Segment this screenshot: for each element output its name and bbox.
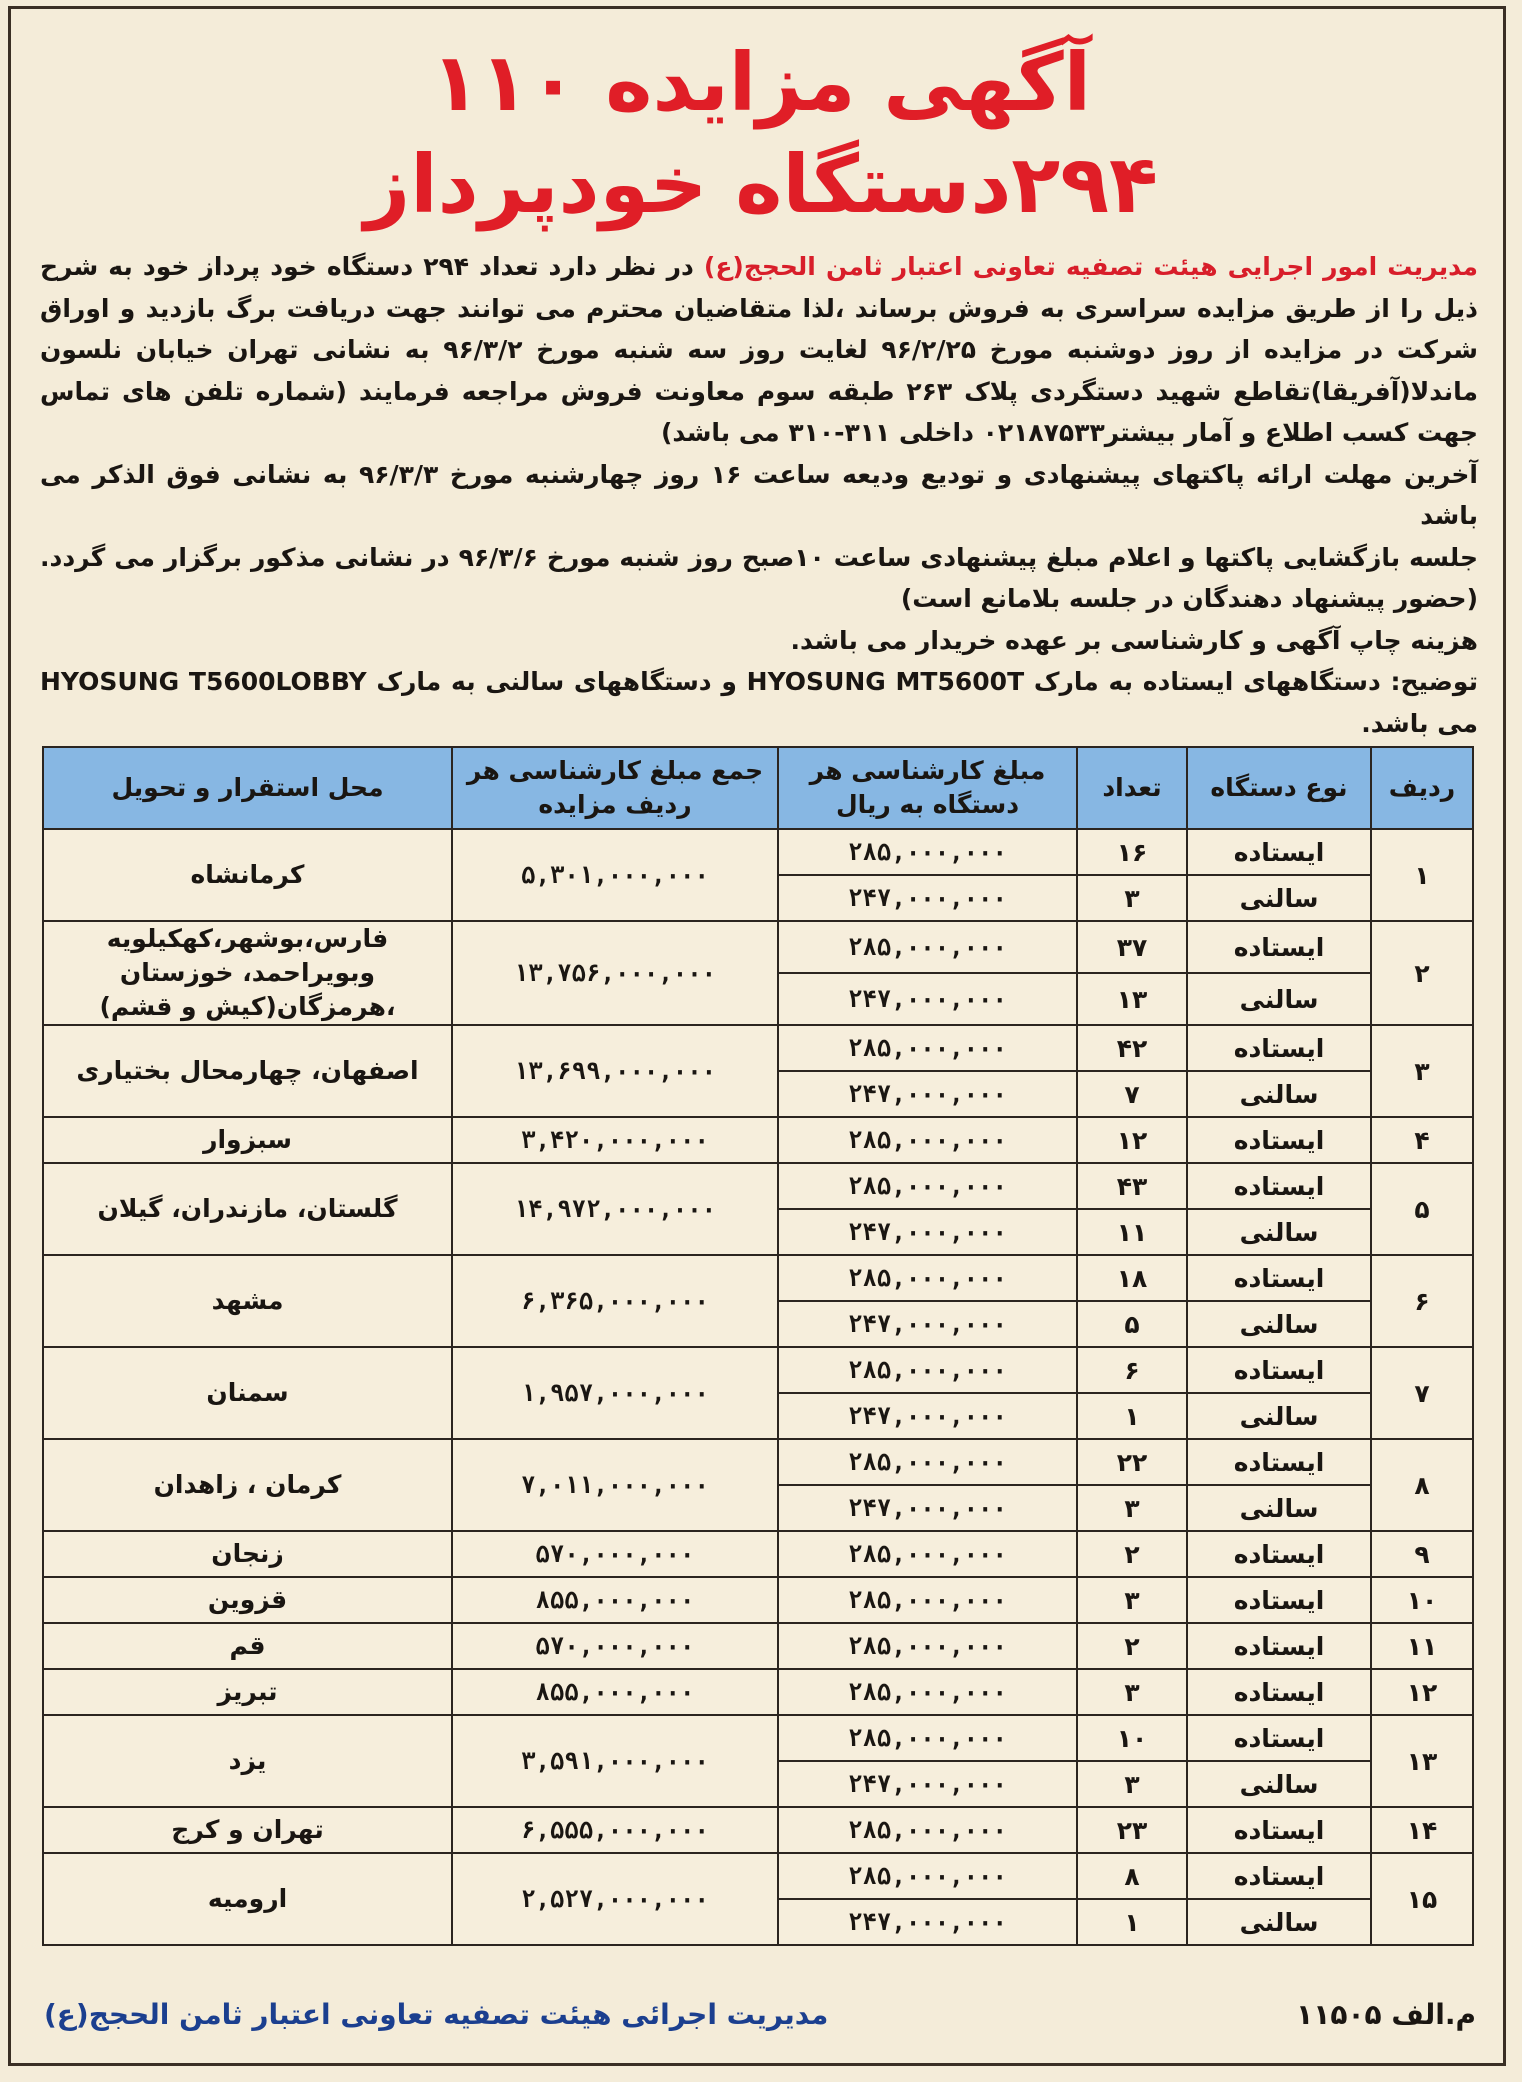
cell-count: ۳ — [1077, 1577, 1187, 1623]
cell-count: ۱ — [1077, 1393, 1187, 1439]
cell-device-type: ایستاده — [1187, 1163, 1371, 1209]
note-text: دستگاههای ایستاده به مارک HYOSUNG MT5600T و دستگاههای سالنی به مارک HYOSUNG T5600LOBBY می باشد. — [40, 667, 1478, 738]
table-row — [43, 1577, 1473, 1623]
cell-row-total: ۸۵۵,۰۰۰,۰۰۰ — [452, 1577, 778, 1623]
cell-unit-price: ۲۴۷,۰۰۰,۰۰۰ — [778, 973, 1077, 1025]
cell-unit-price: ۲۸۵,۰۰۰,۰۰۰ — [778, 1255, 1077, 1301]
header-unit-price: مبلغ کارشناسی هر دستگاه به ریال — [778, 747, 1077, 829]
cell-row-number: ۳ — [1371, 1025, 1473, 1117]
headline-auction-number: آگهی مزایده ۱۱۰ — [430, 36, 1092, 129]
cell-row-total: ۱۳,۷۵۶,۰۰۰,۰۰۰ — [452, 921, 778, 1025]
cell-row-total: ۸۵۵,۰۰۰,۰۰۰ — [452, 1669, 778, 1715]
cell-unit-price: ۲۸۵,۰۰۰,۰۰۰ — [778, 1669, 1077, 1715]
cell-row-number: ۱۱ — [1371, 1623, 1473, 1669]
cell-device-type: ایستاده — [1187, 1439, 1371, 1485]
cell-count: ۲ — [1077, 1623, 1187, 1669]
cell-count: ۵ — [1077, 1301, 1187, 1347]
cell-location: گلستان، مازندران، گیلان — [43, 1163, 452, 1255]
cell-row-total: ۶,۳۶۵,۰۰۰,۰۰۰ — [452, 1255, 778, 1347]
table-row — [43, 921, 1473, 973]
cell-count: ۲ — [1077, 1531, 1187, 1577]
cell-row-total: ۶,۵۵۵,۰۰۰,۰۰۰ — [452, 1807, 778, 1853]
table-row — [43, 1715, 1473, 1761]
cell-count: ۱۸ — [1077, 1255, 1187, 1301]
cell-count: ۱۲ — [1077, 1117, 1187, 1163]
cell-row-total: ۵۷۰,۰۰۰,۰۰۰ — [452, 1531, 778, 1577]
cell-row-total: ۲,۵۲۷,۰۰۰,۰۰۰ — [452, 1853, 778, 1945]
cell-unit-price: ۲۸۵,۰۰۰,۰۰۰ — [778, 1531, 1077, 1577]
cell-unit-price: ۲۸۵,۰۰۰,۰۰۰ — [778, 1807, 1077, 1853]
cell-unit-price: ۲۸۵,۰۰۰,۰۰۰ — [778, 1025, 1077, 1071]
cell-row-total: ۳,۵۹۱,۰۰۰,۰۰۰ — [452, 1715, 778, 1807]
cell-unit-price: ۲۴۷,۰۰۰,۰۰۰ — [778, 1761, 1077, 1807]
cell-row-number: ۹ — [1371, 1531, 1473, 1577]
cell-device-type: ایستاده — [1187, 1347, 1371, 1393]
cell-location: کرمانشاه — [43, 829, 452, 921]
table-header-row — [43, 747, 1473, 829]
cell-location: مشهد — [43, 1255, 452, 1347]
paragraph-costs: هزینه چاپ آگهی و کارشناسی بر عهده خریدار می باشد. — [790, 625, 1478, 655]
table-row — [43, 1255, 1473, 1301]
cell-unit-price: ۲۴۷,۰۰۰,۰۰۰ — [778, 1301, 1077, 1347]
cell-unit-price: ۲۸۵,۰۰۰,۰۰۰ — [778, 829, 1077, 875]
cell-device-type: سالنی — [1187, 1899, 1371, 1945]
cell-row-number: ۱ — [1371, 829, 1473, 921]
cell-count: ۷ — [1077, 1071, 1187, 1117]
table-row — [43, 1807, 1473, 1853]
cell-unit-price: ۲۸۵,۰۰۰,۰۰۰ — [778, 1577, 1077, 1623]
cell-count: ۱ — [1077, 1899, 1187, 1945]
cell-device-type: ایستاده — [1187, 1117, 1371, 1163]
auction-table — [42, 746, 1474, 1946]
header-location: محل استقرار و تحویل — [43, 747, 452, 829]
cell-unit-price: ۲۴۷,۰۰۰,۰۰۰ — [778, 875, 1077, 921]
announcement-body — [40, 246, 1478, 744]
cell-unit-price: ۲۴۷,۰۰۰,۰۰۰ — [778, 1485, 1077, 1531]
cell-device-type: ایستاده — [1187, 1623, 1371, 1669]
cell-unit-price: ۲۸۵,۰۰۰,۰۰۰ — [778, 1715, 1077, 1761]
cell-count: ۱۰ — [1077, 1715, 1187, 1761]
table-row — [43, 1623, 1473, 1669]
cell-device-type: سالنی — [1187, 1071, 1371, 1117]
cell-device-type: ایستاده — [1187, 1255, 1371, 1301]
cell-row-total: ۵۷۰,۰۰۰,۰۰۰ — [452, 1623, 778, 1669]
cell-row-number: ۱۰ — [1371, 1577, 1473, 1623]
cell-unit-price: ۲۴۷,۰۰۰,۰۰۰ — [778, 1071, 1077, 1117]
cell-count: ۲۳ — [1077, 1807, 1187, 1853]
header-device-type: نوع دستگاه — [1187, 747, 1371, 829]
cell-count: ۳ — [1077, 1761, 1187, 1807]
table-row — [43, 1531, 1473, 1577]
paragraph-opening-session: جلسه بازگشایی پاکتها و اعلام مبلغ پیشنهادی ساعت ۱۰صبح روز شنبه مورخ ۹۶/۳/۶ در نشانی مذکور برگزار می گردد. (حضور پیشنهاد دهندگان در جلسه بلامانع است) — [40, 542, 1479, 613]
cell-device-type: ایستاده — [1187, 1669, 1371, 1715]
table-row — [43, 1439, 1473, 1485]
intro-text: در نظر دارد تعداد ۲۹۴ دستگاه خود پرداز خود به شرح ذیل را از طریق مزایده سراسری به فروش برساند ،لذا متقاضیان محترم می توانند جهت دریافت برگ بازدید و اوراق شرکت در مزایده از روز دوشنبه مورخ ۹۶/۲/۲۵ لغایت روز سه شنبه مورخ ۹۶/۳/۲ به نشانی تهران خیابان نلسون ماندلا(آفریقا)تقاطع شهید دستگردی پلاک ۲۶۳ طبقه سوم معاونت فروش مراجعه فرمایند (شماره تلفن های تماس جهت کسب اطلاع و آمار بیشتر۰۲۱۸۷۵۳۳ داخلی ۳۱۱-۳۱۰ می باشد) — [40, 252, 1478, 447]
table-body — [43, 829, 1473, 1945]
table-row — [43, 1025, 1473, 1071]
notice-code: م.الف ۱۱۵۰۵ — [1296, 1998, 1476, 2031]
cell-location: سمنان — [43, 1347, 452, 1439]
cell-row-number: ۲ — [1371, 921, 1473, 1025]
cell-count: ۲۲ — [1077, 1439, 1187, 1485]
table-row — [43, 1347, 1473, 1393]
cell-count: ۱۱ — [1077, 1209, 1187, 1255]
table-row — [43, 1853, 1473, 1899]
cell-location: کرمان ، زاهدان — [43, 1439, 452, 1531]
table-row — [43, 1117, 1473, 1163]
cell-count: ۱۳ — [1077, 973, 1187, 1025]
cell-device-type: سالنی — [1187, 1301, 1371, 1347]
cell-unit-price: ۲۸۵,۰۰۰,۰۰۰ — [778, 1347, 1077, 1393]
cell-location: تهران و کرج — [43, 1807, 452, 1853]
cell-location: یزد — [43, 1715, 452, 1807]
cell-device-type: ایستاده — [1187, 1577, 1371, 1623]
cell-count: ۸ — [1077, 1853, 1187, 1899]
table-row — [43, 1163, 1473, 1209]
cell-location: تبریز — [43, 1669, 452, 1715]
cell-device-type: ایستاده — [1187, 1853, 1371, 1899]
cell-row-number: ۶ — [1371, 1255, 1473, 1347]
cell-row-total: ۱,۹۵۷,۰۰۰,۰۰۰ — [452, 1347, 778, 1439]
table-row — [43, 1669, 1473, 1715]
cell-row-number: ۵ — [1371, 1163, 1473, 1255]
cell-unit-price: ۲۸۵,۰۰۰,۰۰۰ — [778, 1439, 1077, 1485]
cell-count: ۳ — [1077, 875, 1187, 921]
header-row-total: جمع مبلغ کارشناسی هر ردیف مزایده — [452, 747, 778, 829]
header-row-number: ردیف — [1371, 747, 1473, 829]
cell-location: سبزوار — [43, 1117, 452, 1163]
issuer-name: مدیریت امور اجرایی هیئت تصفیه تعاونی اعتبار ثامن الحجج(ع) — [703, 252, 1478, 281]
cell-row-total: ۷,۰۱۱,۰۰۰,۰۰۰ — [452, 1439, 778, 1531]
cell-count: ۴۳ — [1077, 1163, 1187, 1209]
cell-location: قزوین — [43, 1577, 452, 1623]
cell-unit-price: ۲۸۵,۰۰۰,۰۰۰ — [778, 921, 1077, 973]
cell-location: فارس،بوشهر،کهکیلویه وبویراحمد، خوزستان ،هرمزگان(کیش و قشم) — [43, 921, 452, 1025]
cell-device-type: سالنی — [1187, 973, 1371, 1025]
cell-device-type: سالنی — [1187, 1393, 1371, 1439]
cell-count: ۱۶ — [1077, 829, 1187, 875]
cell-count: ۳۷ — [1077, 921, 1187, 973]
cell-device-type: سالنی — [1187, 875, 1371, 921]
cell-row-total: ۳,۴۲۰,۰۰۰,۰۰۰ — [452, 1117, 778, 1163]
cell-device-type: ایستاده — [1187, 1531, 1371, 1577]
cell-location: زنجان — [43, 1531, 452, 1577]
cell-device-type: ایستاده — [1187, 1807, 1371, 1853]
cell-device-type: ایستاده — [1187, 921, 1371, 973]
cell-device-type: سالنی — [1187, 1485, 1371, 1531]
cell-device-type: سالنی — [1187, 1761, 1371, 1807]
cell-row-number: ۱۳ — [1371, 1715, 1473, 1807]
cell-unit-price: ۲۸۵,۰۰۰,۰۰۰ — [778, 1853, 1077, 1899]
headline-device-count: ۲۹۴دستگاه خودپرداز — [364, 138, 1158, 231]
cell-row-total: ۱۳,۶۹۹,۰۰۰,۰۰۰ — [452, 1025, 778, 1117]
cell-row-number: ۷ — [1371, 1347, 1473, 1439]
signature: مدیریت اجرائی هیئت تصفیه تعاونی اعتبار ثامن الحجج(ع) — [44, 1998, 829, 2031]
cell-unit-price: ۲۴۷,۰۰۰,۰۰۰ — [778, 1209, 1077, 1255]
cell-row-number: ۱۲ — [1371, 1669, 1473, 1715]
cell-count: ۳ — [1077, 1485, 1187, 1531]
cell-unit-price: ۲۸۵,۰۰۰,۰۰۰ — [778, 1623, 1077, 1669]
paragraph-note — [40, 661, 1478, 744]
cell-device-type: ایستاده — [1187, 829, 1371, 875]
cell-row-number: ۴ — [1371, 1117, 1473, 1163]
cell-row-total: ۱۴,۹۷۲,۰۰۰,۰۰۰ — [452, 1163, 778, 1255]
cell-count: ۴۲ — [1077, 1025, 1187, 1071]
cell-unit-price: ۲۸۵,۰۰۰,۰۰۰ — [778, 1163, 1077, 1209]
cell-count: ۳ — [1077, 1669, 1187, 1715]
cell-location: قم — [43, 1623, 452, 1669]
cell-location: ارومیه — [43, 1853, 452, 1945]
cell-row-total: ۵,۳۰۱,۰۰۰,۰۰۰ — [452, 829, 778, 921]
cell-row-number: ۱۴ — [1371, 1807, 1473, 1853]
cell-device-type: ایستاده — [1187, 1025, 1371, 1071]
cell-device-type: سالنی — [1187, 1209, 1371, 1255]
header-count: تعداد — [1077, 747, 1187, 829]
cell-device-type: ایستاده — [1187, 1715, 1371, 1761]
cell-location: اصفهان، چهارمحال بختیاری — [43, 1025, 452, 1117]
cell-unit-price: ۲۴۷,۰۰۰,۰۰۰ — [778, 1393, 1077, 1439]
paragraph-intro — [40, 246, 1478, 454]
paragraph-deadline: آخرین مهلت ارائه پاکتهای پیشنهادی و تودیع ودیعه ساعت ۱۶ روز چهارشنبه مورخ ۹۶/۳/۳ به نشانی فوق الذکر می باشد — [40, 459, 1478, 530]
cell-count: ۶ — [1077, 1347, 1187, 1393]
cell-row-number: ۸ — [1371, 1439, 1473, 1531]
note-label: توضیح: — [1390, 667, 1478, 696]
cell-row-number: ۱۵ — [1371, 1853, 1473, 1945]
table-row — [43, 829, 1473, 875]
cell-unit-price: ۲۸۵,۰۰۰,۰۰۰ — [778, 1117, 1077, 1163]
cell-unit-price: ۲۴۷,۰۰۰,۰۰۰ — [778, 1899, 1077, 1945]
